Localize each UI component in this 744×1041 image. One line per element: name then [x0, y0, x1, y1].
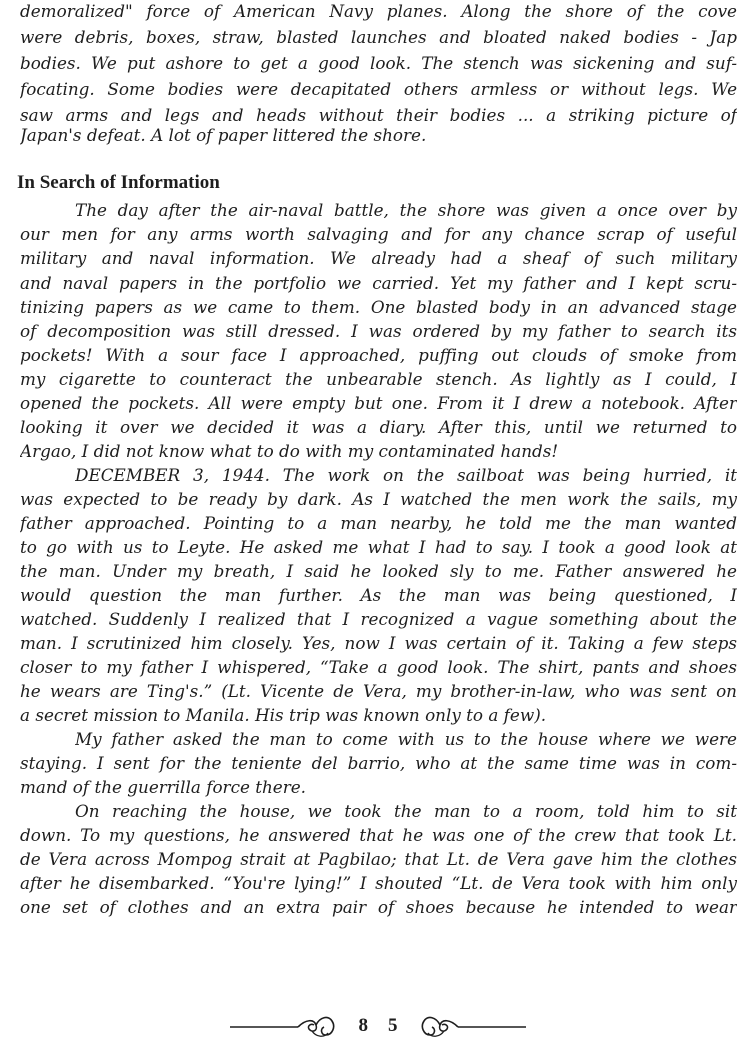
text-line: and naval papers in the portfolio we carried. Yet my father and I kept scru-	[20, 273, 737, 293]
text-line: he wears are Ting's.” (Lt. Vicente de Vera, my brother-in-law, who was sent on	[20, 681, 737, 701]
text-line: after he disembarked. “You're lying!” I shouted “Lt. de Vera took with him only	[20, 873, 737, 893]
text-line: DECEMBER 3, 1944. The work on the sailboat was being hurried, it	[75, 465, 737, 485]
flourish-left-icon	[228, 1013, 338, 1039]
text-line: was expected to be ready by dark. As I watched the men work the sails, my	[20, 489, 737, 509]
text-line: watched. Suddenly I realized that I recognized a vague something about the	[20, 609, 737, 629]
text-line: looking it over we decided it was a diary. After this, until we returned to	[20, 417, 737, 437]
section-heading: In Search of Information	[17, 172, 220, 193]
text-line: opened the pockets. All were empty but one. From it I drew a notebook. After	[20, 393, 737, 413]
text-line: pockets! With a sour face I approached, puffing out clouds of smoke from	[20, 345, 737, 365]
text-line: my cigarette to counteract the unbearable stench. As lightly as I could, I	[20, 369, 737, 389]
text-line: The day after the air-naval battle, the shore was given a once over by	[75, 200, 737, 220]
flourish-right-icon	[418, 1013, 528, 1039]
text-line: Japan's defeat. A lot of paper littered the shore.	[20, 125, 427, 145]
page-footer	[0, 1013, 744, 1039]
text-line: our men for any arms worth salvaging and for any chance scrap of useful	[20, 224, 737, 244]
text-line: demoralized" force of American Navy planes. Along the shore of the cove	[20, 1, 737, 21]
text-line: closer to my father I whispered, “Take a good look. The shirt, pants and shoes	[20, 657, 737, 677]
text-line: bodies. We put ashore to get a good look. The stench was sickening and suf-	[20, 53, 737, 73]
text-line: de Vera across Mompog strait at Pagbilao; that Lt. de Vera gave him the clothes	[20, 849, 737, 869]
text-line: one set of clothes and an extra pair of shoes because he intended to wear	[20, 897, 737, 917]
text-line: of decomposition was still dressed. I was ordered by my father to search its	[20, 321, 737, 341]
text-line: the man. Under my breath, I said he looked sly to me. Father answered he	[20, 561, 737, 581]
text-line: would question the man further. As the man was being questioned, I	[20, 585, 737, 605]
text-line: staying. I sent for the teniente del barrio, who at the same time was in com-	[20, 753, 737, 773]
text-line: down. To my questions, he answered that he was one of the crew that took Lt.	[20, 825, 737, 845]
text-line: father approached. Pointing to a man nearby, he told me the man wanted	[20, 513, 737, 533]
text-line: military and naval information. We already had a sheaf of such military	[20, 248, 737, 268]
text-line: a secret mission to Manila. His trip was known only to a few).	[20, 705, 547, 725]
text-line: On reaching the house, we took the man to a room, told him to sit	[75, 801, 737, 821]
text-line: focating. Some bodies were decapitated others armless or without legs. We	[20, 79, 737, 99]
text-line: tinizing papers as we came to them. One blasted body in an advanced stage	[20, 297, 737, 317]
text-line: man. I scrutinized him closely. Yes, now I was certain of it. Taking a few steps	[20, 633, 737, 653]
text-line: mand of the guerrilla force there.	[20, 777, 307, 797]
page-number: 85	[358, 1015, 418, 1036]
text-line: were debris, boxes, straw, blasted launches and bloated naked bodies - Jap	[20, 27, 737, 47]
text-line: to go with us to Leyte. He asked me what I had to say. I took a good look at	[20, 537, 737, 557]
text-line: My father asked the man to come with us to the house where we were	[75, 729, 737, 749]
text-line: saw arms and legs and heads without their bodies ... a striking picture of	[20, 105, 737, 125]
text-line: Argao, I did not know what to do with my contaminated hands!	[20, 441, 559, 461]
